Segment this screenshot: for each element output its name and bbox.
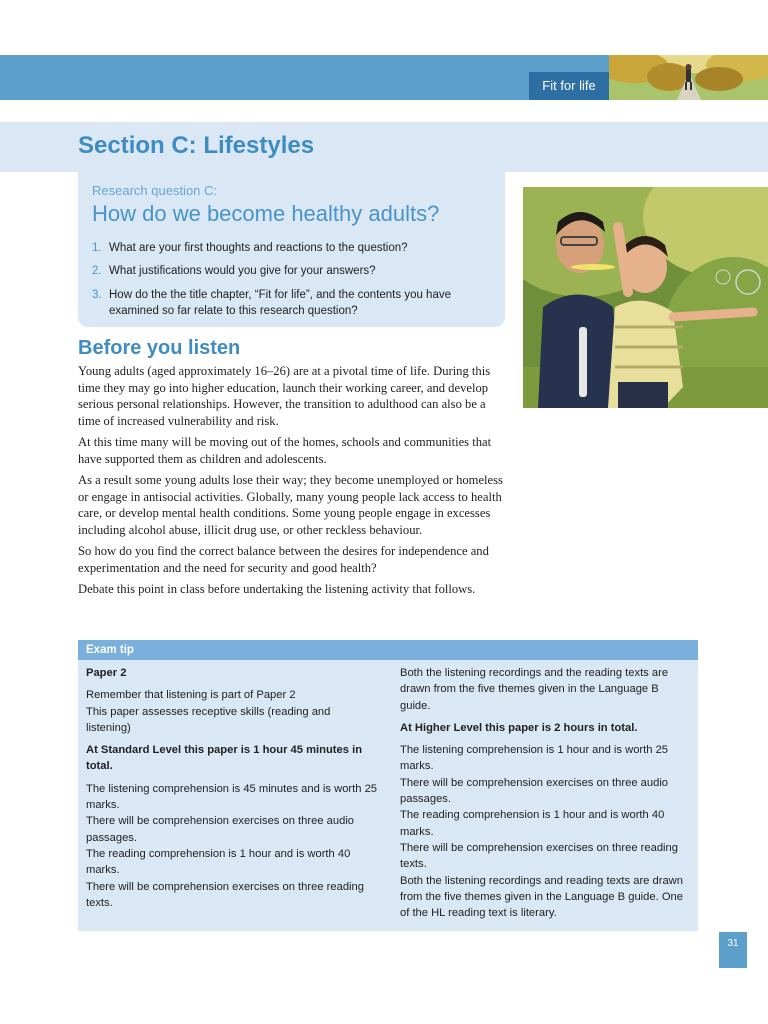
tip-text: There will be comprehension exercises on three reading texts. bbox=[400, 841, 678, 871]
tip-text: This paper assesses receptive skills (reading and listening) bbox=[86, 705, 331, 734]
chapter-tab: Fit for life bbox=[529, 72, 609, 100]
research-question-item bbox=[92, 263, 492, 279]
exam-tip-right-column bbox=[400, 665, 692, 921]
item-number: 2. bbox=[92, 265, 102, 277]
research-question-item bbox=[92, 287, 492, 319]
item-text: What justifications would you give for your answers? bbox=[109, 265, 376, 277]
tip-text: The listening comprehension is 1 hour and is worth 25 marks. bbox=[400, 744, 669, 773]
item-number: 3. bbox=[92, 289, 102, 301]
photo-father-child-bubbles bbox=[523, 187, 768, 408]
research-question-title: How do we become healthy adults? bbox=[92, 201, 440, 226]
higher-level-heading: At Higher Level this paper is 2 hours in total. bbox=[400, 721, 638, 734]
exam-tip-left-column bbox=[86, 665, 378, 911]
paragraph: So how do you find the correct balance between the desires for independence and experimentation and the need for security and good health? bbox=[78, 544, 489, 575]
item-text: What are your first thoughts and reactions to the question? bbox=[109, 242, 408, 254]
research-question-label: Research question C: bbox=[92, 183, 218, 198]
paper-heading: Paper 2 bbox=[86, 667, 127, 679]
tip-text: The listening comprehension is 45 minutes and is worth 25 marks. bbox=[86, 782, 378, 812]
page-number: 31 bbox=[719, 932, 747, 968]
item-text: How do the the title chapter, “Fit for life”, and the contents you have examined so far relate to this research question? bbox=[109, 289, 451, 317]
exam-tip-header: Exam tip bbox=[78, 640, 698, 660]
tip-text: Both the listening recordings and the reading texts are drawn from the five themes given in the Language B guide. bbox=[400, 667, 669, 712]
tip-text: Both the listening recordings and reading texts are drawn from the five themes given in the Language B guide. One of the HL reading text is literary. bbox=[400, 874, 683, 920]
before-you-listen-heading: Before you listen bbox=[78, 337, 241, 359]
tip-text: There will be comprehension exercises on three audio passages. bbox=[86, 815, 355, 844]
tip-text: There will be comprehension exercises on three reading texts. bbox=[86, 880, 364, 909]
paragraph: Young adults (aged approximately 16–26) are at a pivotal time of life. During this time they may go into higher education, launch their working career, and develop serious personal relationships. However, the transition to adulthood can also be a time of increased vulnerability and risk. bbox=[78, 364, 491, 428]
tip-text: There will be comprehension exercises on three audio passages. bbox=[400, 776, 669, 806]
tip-text: Remember that listening is part of Paper 2 bbox=[86, 689, 296, 702]
tip-text: The reading comprehension is 1 hour and is worth 40 marks. bbox=[400, 809, 665, 838]
item-number: 1. bbox=[92, 242, 102, 254]
paragraph: Debate this point in class before undertaking the listening activity that follows. bbox=[78, 582, 476, 596]
tip-text: The reading comprehension is 1 hour and is worth 40 marks. bbox=[86, 847, 351, 877]
header-photo-runner bbox=[609, 55, 768, 100]
standard-level-heading: At Standard Level this paper is 1 hour 45 minutes in total. bbox=[86, 744, 363, 773]
research-question-item bbox=[92, 240, 492, 256]
before-you-listen-body bbox=[78, 363, 508, 603]
paragraph: At this time many will be moving out of the homes, schools and communities that have supported them as children and adolescents. bbox=[78, 435, 492, 466]
paragraph: As a result some young adults lose their way; they become unemployed or homeless or engage in antisocial activities. Globally, many young people lack access to health care, or develop mental health conditions. Some young people engage in excesses including alcohol abuse, illicit drug use, or other reckless behaviour. bbox=[78, 473, 503, 537]
section-title: Section C: Lifestyles bbox=[78, 132, 315, 159]
